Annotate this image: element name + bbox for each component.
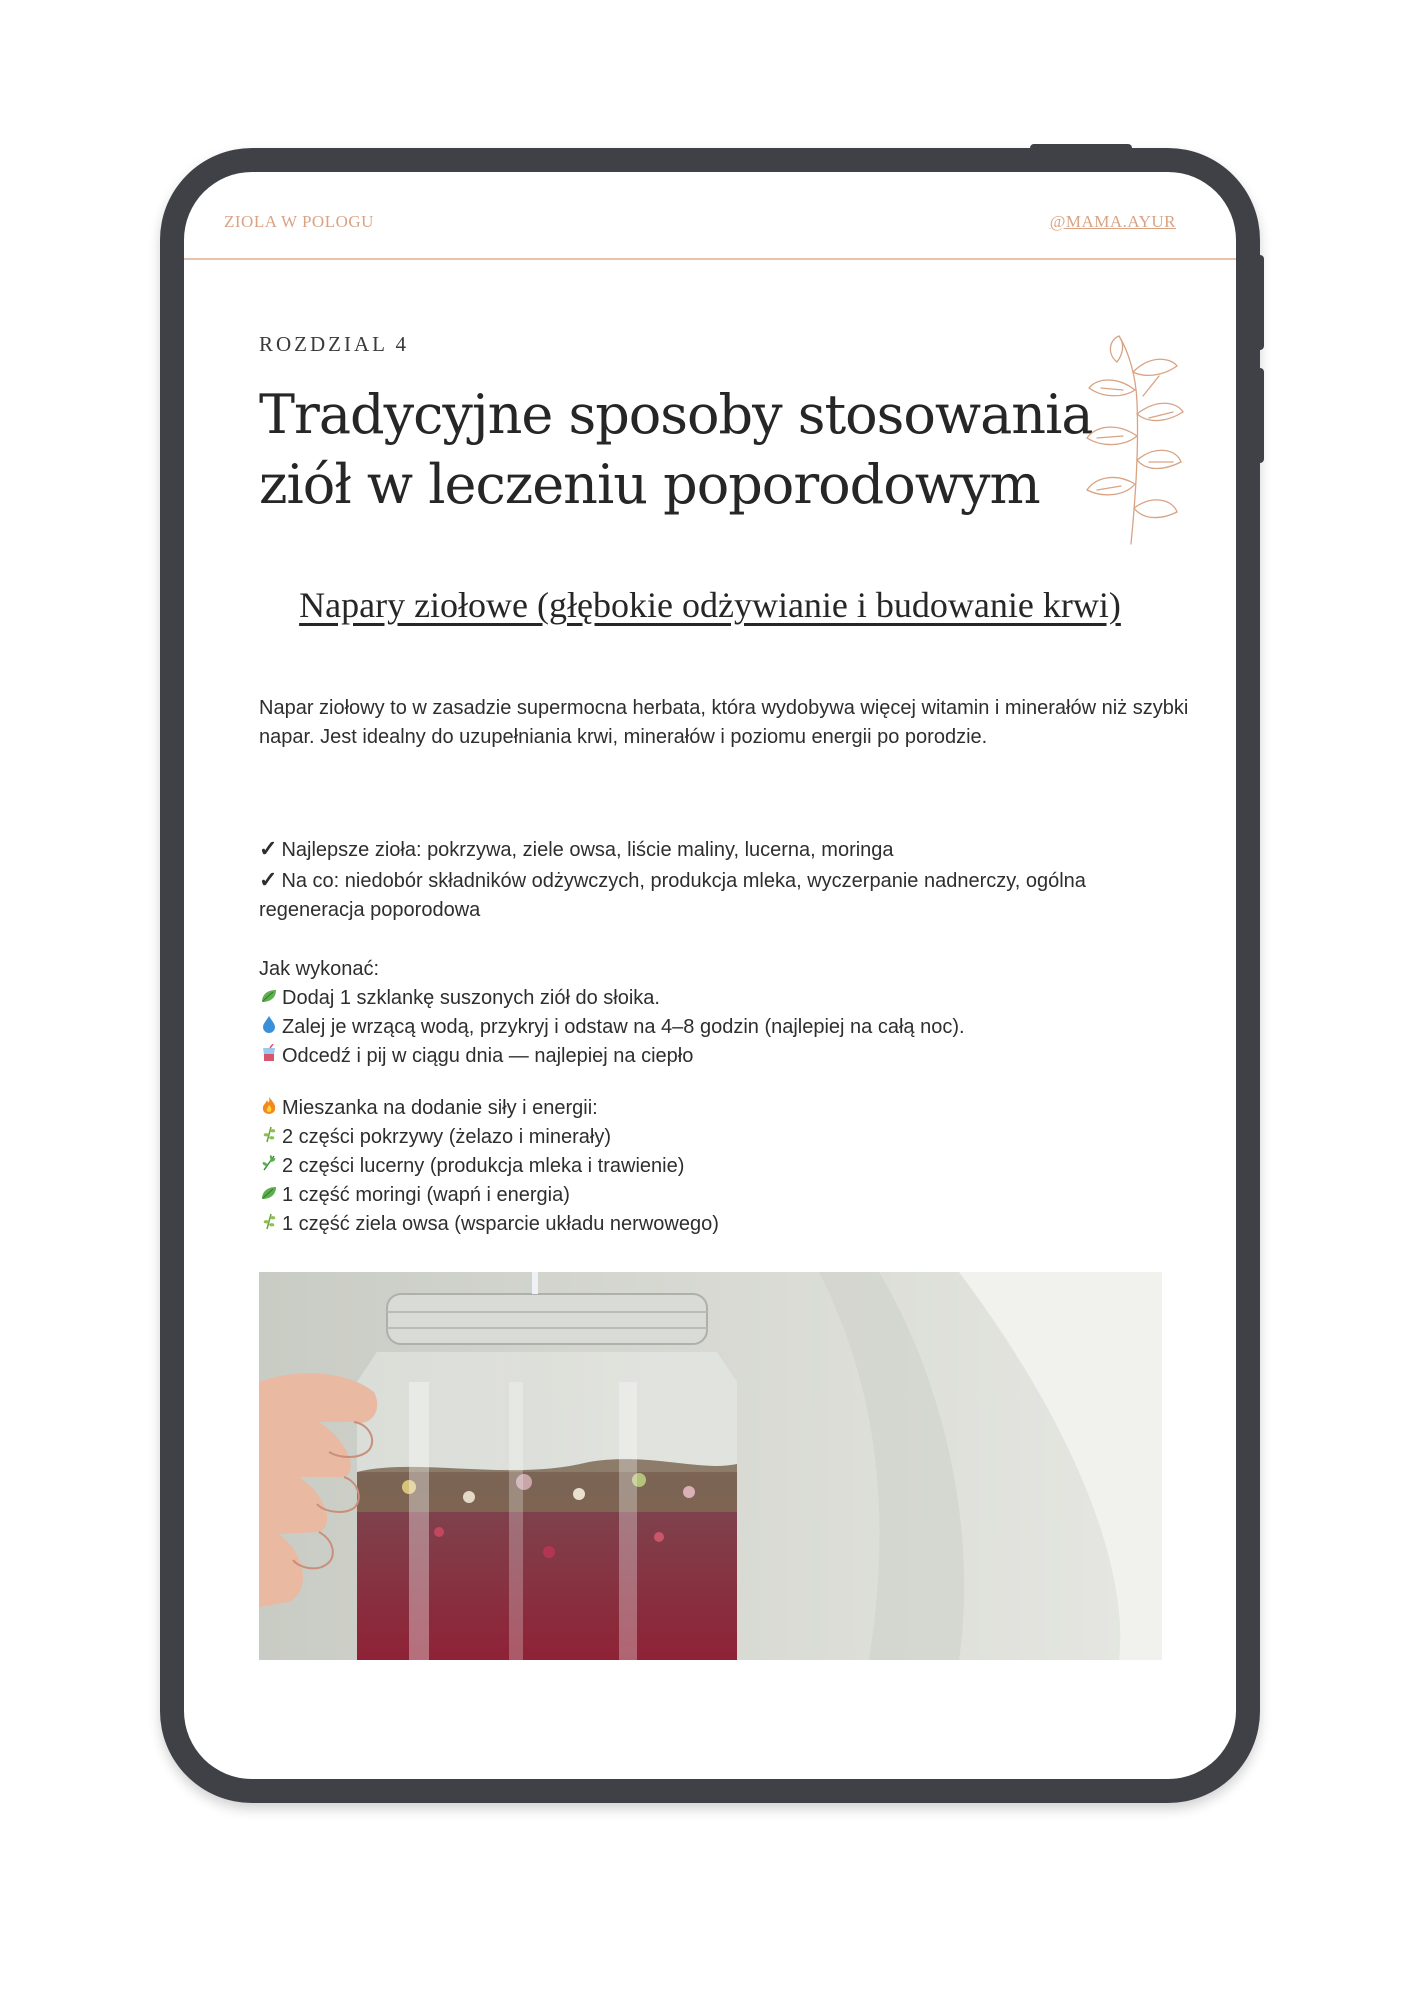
- title-line-1: Tradycyjne sposoby stosowania: [259, 383, 1093, 446]
- checkmark-icon: ✓: [259, 836, 278, 861]
- mix-item: [259, 1210, 1194, 1239]
- plant-icon: [259, 1152, 279, 1181]
- droplet-icon: [259, 1013, 279, 1042]
- mix-item-text: 2 części pokrzywy (żelazo i minerały): [282, 1126, 611, 1148]
- section-heading: Napary ziołowe (głębokie odżywianie i budowanie krwi): [299, 585, 1121, 625]
- step-item: [259, 1042, 1194, 1071]
- power-button: [1030, 144, 1132, 152]
- title-line-2: ziół w leczeniu poporodowym: [259, 453, 1040, 516]
- checks-list: [259, 834, 1194, 925]
- leaves-icon: [259, 984, 279, 1013]
- step-item: [259, 984, 1194, 1013]
- check-item-text: Najlepsze zioła: pokrzywa, ziele owsa, liście maliny, lucerna, moringa: [281, 839, 894, 861]
- step-item: [259, 1013, 1194, 1042]
- herbal-jar-photo: [259, 1272, 1162, 1660]
- mix-heading-text: Mieszanka na dodanie siły i energii:: [282, 1097, 598, 1119]
- check-item-text: Na co: niedobór składników odżywczych, produkcja mleka, wyczerpanie nadnerczy, ogólna regeneracja poporodowa: [259, 870, 1086, 921]
- cup-icon: [259, 1042, 279, 1071]
- herb-icon: [259, 1123, 279, 1152]
- header-left-title: ZIOLA W POLOGU: [224, 212, 374, 231]
- mix-item: [259, 1181, 1194, 1210]
- mix-item-text: 1 część moringi (wapń i energia): [282, 1184, 570, 1206]
- leaf-branch-icon: [1079, 332, 1189, 547]
- volume-down-button: [1255, 368, 1264, 463]
- page-title: [259, 380, 1099, 520]
- tablet-screen: [184, 172, 1236, 1779]
- mix-heading: [259, 1094, 1194, 1123]
- header-handle-link[interactable]: @MAMA.AYUR: [1049, 212, 1176, 231]
- how-heading: Jak wykonać:: [259, 958, 380, 980]
- mix-item: [259, 1152, 1194, 1181]
- fire-icon: [259, 1094, 279, 1123]
- checkmark-icon: ✓: [259, 867, 278, 892]
- header-divider: [184, 258, 1236, 260]
- step-text: Odcedź i pij w ciągu dnia — najlepiej na ciepło: [282, 1045, 694, 1067]
- mix-item-text: 2 części lucerny (produkcja mleka i trawienie): [282, 1155, 685, 1177]
- mix-item: [259, 1123, 1194, 1152]
- herb-icon: [259, 1210, 279, 1239]
- check-item: [259, 865, 1194, 925]
- intro-paragraph: Napar ziołowy to w zasadzie supermocna herbata, która wydobywa więcej witamin i minerałów niż szybki napar. Jest idealny do uzupełniania krwi, minerałów i poziomu energii po porodzie.: [259, 697, 1189, 748]
- step-text: Zalej je wrzącą wodą, przykryj i odstaw na 4–8 godzin (najlepiej na całą noc).: [282, 1016, 965, 1038]
- step-text: Dodaj 1 szklankę suszonych ziół do słoika.: [282, 987, 660, 1009]
- chapter-label: ROZDZIAL 4: [259, 332, 409, 356]
- volume-up-button: [1255, 255, 1264, 350]
- check-item: [259, 834, 1194, 865]
- mix-section: [259, 1094, 1194, 1239]
- how-to-section: [259, 955, 1194, 1071]
- mix-item-text: 1 część ziela owsa (wsparcie układu nerwowego): [282, 1213, 719, 1235]
- leaves-icon: [259, 1181, 279, 1210]
